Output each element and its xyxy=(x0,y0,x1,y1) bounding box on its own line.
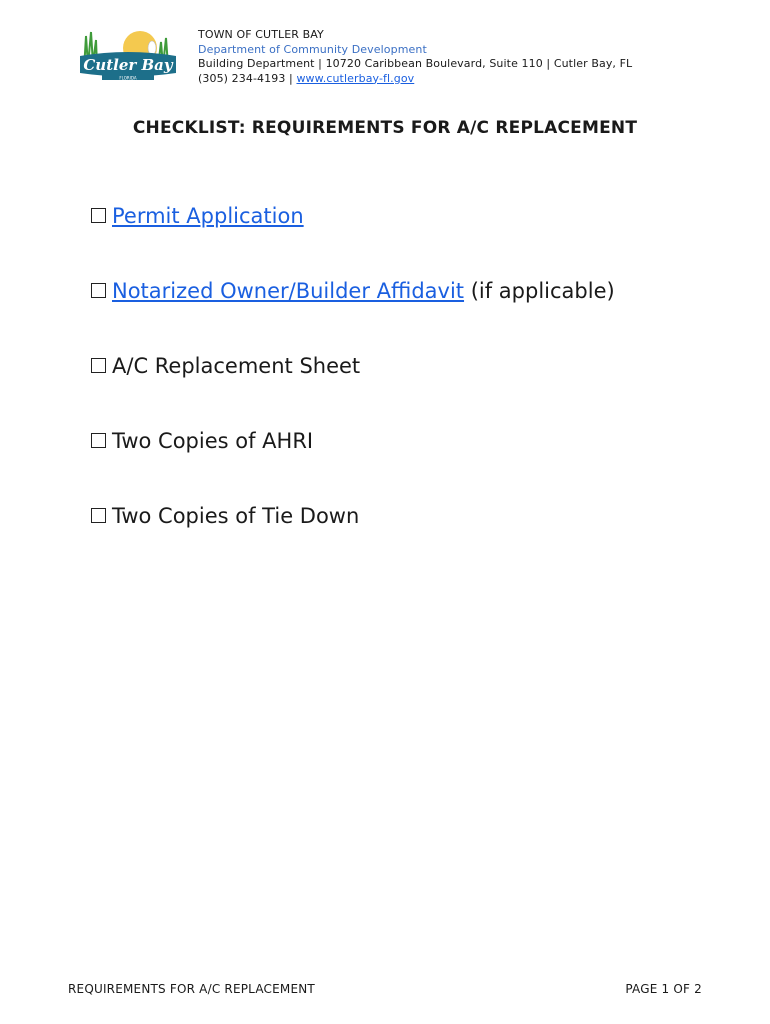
logo-wordmark: Cutler Bay xyxy=(83,56,173,74)
phone-number: (305) 234-4193 | xyxy=(198,71,293,85)
contact-line xyxy=(198,72,632,87)
checkbox-icon[interactable] xyxy=(91,358,106,373)
permit-application-link[interactable]: Permit Application xyxy=(112,204,304,228)
checkbox-icon[interactable] xyxy=(91,283,106,298)
checklist-item-label: Two Copies of AHRI xyxy=(112,429,314,453)
checkbox-icon[interactable] xyxy=(91,208,106,223)
footer-document-title: REQUIREMENTS FOR A/C REPLACEMENT xyxy=(68,982,315,996)
checkbox-icon[interactable] xyxy=(91,508,106,523)
checklist-item-ac-replacement-sheet xyxy=(91,350,615,425)
owner-builder-affidavit-link[interactable]: Notarized Owner/Builder Affidavit xyxy=(112,279,465,303)
checklist-item-label: A/C Replacement Sheet xyxy=(112,354,361,378)
checklist-item-tie-down xyxy=(91,500,615,575)
logo-subtext: FLORIDA xyxy=(119,75,137,81)
town-name: TOWN OF CUTLER BAY xyxy=(198,28,324,41)
department-name: Department of Community Development xyxy=(198,42,427,56)
checklist-item-permit-application xyxy=(91,200,615,275)
town-logo xyxy=(78,26,178,84)
letterhead xyxy=(198,28,632,86)
footer-page-number: PAGE 1 OF 2 xyxy=(625,982,702,996)
page-title: CHECKLIST: REQUIREMENTS FOR A/C REPLACEMENT xyxy=(132,118,638,138)
checklist-item-note: (if applicable) xyxy=(464,279,615,303)
requirements-checklist xyxy=(91,200,615,575)
website-link[interactable]: www.cutlerbay-fl.gov xyxy=(296,71,415,85)
checklist-item-label: Two Copies of Tie Down xyxy=(112,504,360,528)
checkbox-icon[interactable] xyxy=(91,433,106,448)
address-line: Building Department | 10720 Caribbean Boulevard, Suite 110 | Cutler Bay, FL xyxy=(198,57,633,70)
checklist-item-ahri xyxy=(91,425,615,500)
checklist-item-owner-builder-affidavit xyxy=(91,275,615,350)
